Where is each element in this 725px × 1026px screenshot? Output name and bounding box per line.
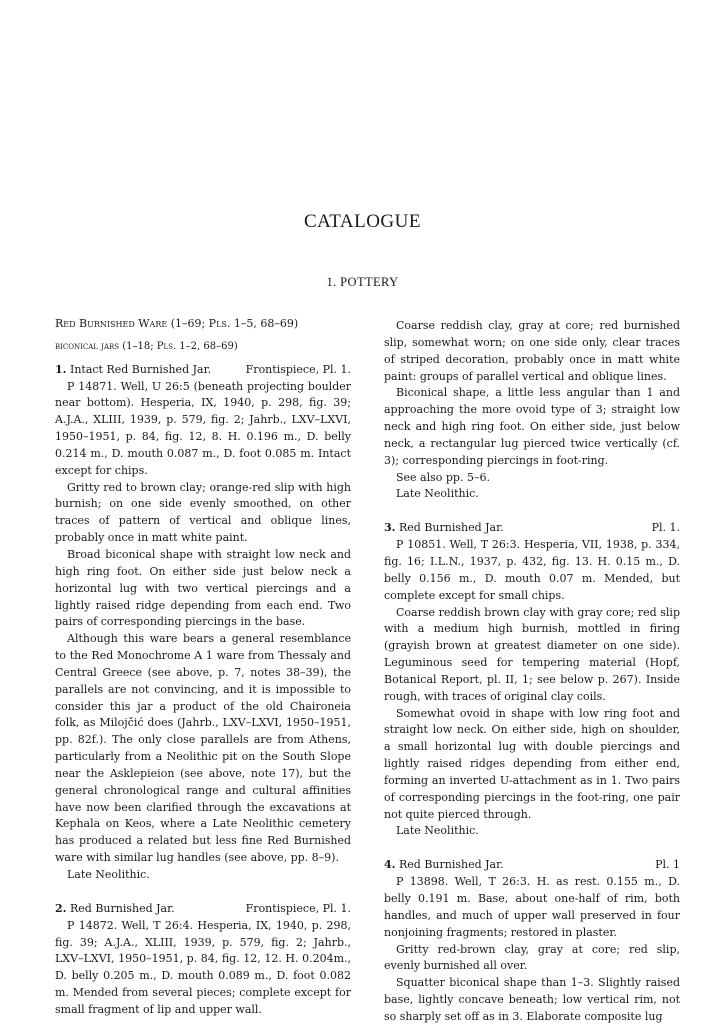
entry-2-name: Red Burnished Jar. [69,901,175,915]
entry-1-period: Late Neolithic. [67,868,150,881]
entry-4-reference: P 13898. Well, T 26:3. H. as rest. 0.155 m., D. belly 0.191 m. Base, about one-half of rim, both handles, and much of upper wall preserved in four nonjoining fragments; restored in plaster. [384,875,680,939]
entry-2-plate: Frontispiece, Pl. 1. [245,901,351,915]
entry-1-number: 1. [55,362,67,376]
entry-2-heading [55,901,351,918]
entry-2-see-also: See also pp. 5–6. [396,470,490,484]
ware-heading: Red Burnished Ware (1–69; Pls. 1–5, 68–69) [55,317,299,330]
entry-2-reference: P 14872. Well, T 26:4. Hesperia, IX, 1940, p. 298, fig. 39; A.J.A., XLIII, 1939, p. 579, fig. 2; Jahrb., LXV–LXVI, 1950–1951, p. 84, fig. 12, 12. H. 0.204m., D. belly 0.205 m., D. mouth 0.089 m., D. foot 0.082 m. Mended from several pieces; complete except for small fragment of lip and upper wall. [55,918,351,1016]
entry-1-fabric: Gritty red to brown clay; orange-red slip with high burnish; on one side evenly smoothed, on other traces of pattern of vertical and oblique lines, probably once in matt white paint. [55,480,351,545]
entry-4-number: 4. [384,858,396,872]
entry-3-heading [384,520,680,537]
entry-4-heading [384,857,680,874]
entry-1-plate: Frontispiece, Pl. 1. [245,362,351,376]
right-column [384,318,680,1026]
entry-3-reference: P 10851. Well, T 26:3. Hesperia, VII, 1938, p. 334, fig. 16; I.L.N., 1937, p. 432, fig. 13. H. 0.15 m., D. belly 0.156 m., D. mouth 0.07 m. Mended, but complete except for small chips. [384,538,680,602]
entry-2-fabric: Coarse reddish clay, gray at core; red burnished slip, somewhat worn; on one side only, clear traces of striped decoration, probably once in matt white paint: groups of parallel vertical and oblique lines. [384,319,680,383]
entry-3-number: 3. [384,521,396,535]
entry-1-shape: Broad biconical shape with straight low neck and high ring foot. On either side just below neck a horizontal lug with two vertical piercings and a lightly raised ridge depending from each end. Two pairs of corresponding piercings in the base. [55,547,351,629]
section-subtitle: 1. POTTERY [326,275,399,289]
entry-2-period: Late Neolithic. [396,487,479,501]
entry-4-shape: Squatter biconical shape than 1–3. Slightly raised base, lightly concave beneath; low vertical rim, not so sharply set off as in 3. Elaborate composite lug [384,976,680,1023]
entry-3-plate: Pl. 1. [651,521,680,535]
entry-4-plate: Pl. 1 [655,858,680,872]
entry-4-name: Red Burnished Jar. [398,858,504,872]
entry-3-name: Red Burnished Jar. [398,521,504,535]
entry-1-discussion: Although this ware bears a general resemblance to the Red Monochrome A 1 ware from Thessaly and Central Greece (see above, p. 7, notes 38–39), the parallels are not convincing, and it is impossible to consider this jar a product of the old Chaironeia folk, as Milojčić does (Jahrb., LXV–LXVI, 1950–1951, pp. 82f.). The only close parallels are from Athens, particularly from a Neolithic pit on the South Slope near the Asklepieion (see above, note 17), but the general chronological range and cultural affinities have now been clarified through the excavations at Kephala on Keos, where a Late Neolithic cemetery has produced a related but less fine Red Burnished ware with similar lug handles (see above, pp. 8–9). [55,632,351,865]
entry-3-shape: Somewhat ovoid in shape with low ring foot and straight low neck. On either side, high on shoulder, a small horizontal lug with double piercings and lightly raised ridges depending from either end, forming an inverted U-attachment as in 1. Two pairs of corresponding piercings in the foot-ring, one pair not quite pierced through. [384,706,680,821]
entry-2-shape: Biconical shape, a little less angular than 1 and approaching the more ovoid type of 3; straight low neck and high ring foot. On either side, just below neck, a rectangular lug pierced twice vertically (cf. 3); corresponding piercings in foot-ring. [384,386,680,467]
entry-4-fabric: Gritty red-brown clay, gray at core; red slip, evenly burnished all over. [384,942,680,973]
page-title: CATALOGUE [304,211,421,232]
entry-2-number: 2. [55,901,67,915]
entry-1-reference: P 14871. Well, U 26:5 (beneath projecting boulder near bottom). Hesperia, IX, 1940, p. 298, fig. 39; A.J.A., XLIII, 1939, p. 579, fig. 2; Jahrb., LXV–LXVI, 1950–1951, p. 84, fig. 12, 8. H. 0.196 m., D. belly 0.214 m., D. mouth 0.087 m., D. foot 0.085 m. Intact except for chips. [55,379,351,477]
entry-1-name: Intact Red Burnished Jar. [69,362,212,376]
entry-1-heading [55,362,351,379]
entry-3-fabric: Coarse reddish brown clay with gray core; red slip with a medium high burnish, mottled in firing (grayish brown at greatest diameter on one side). Leguminous seed for tempering material (Hopf, Botanical Report, pl. II, 1; see below p. 267). Inside rough, with traces of original clay coils. [384,605,680,703]
subsection-heading: biconical jars (1–18; Pls. 1–2, 68–69) [55,340,238,352]
entry-3-period: Late Neolithic. [396,824,479,838]
left-column [55,316,351,1019]
